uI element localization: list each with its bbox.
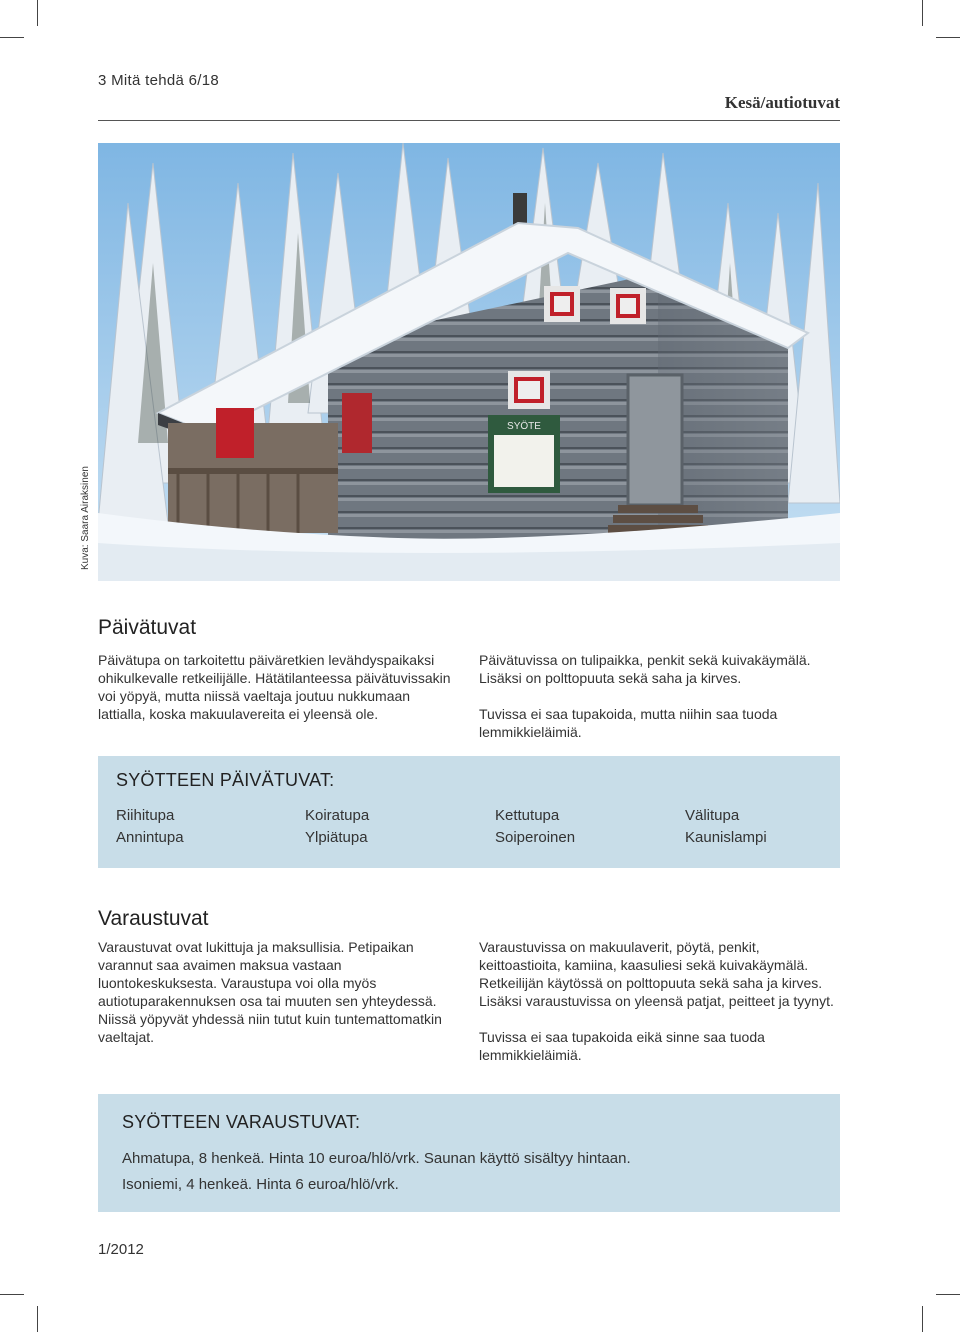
cabin-name: Soiperoinen: [495, 829, 576, 846]
cabin-name: Ylpiätupa: [305, 829, 368, 846]
paivatuvat-left-text: Päivätupa on tarkoitettu päiväretkien levähdyspaikaksi ohikulkevalle retkeilijälle. Hätätilanteessa päivätuvissakin voi yöpyä, mutta niissä vaeltaja joutuu nukkumaan lattialla, koska makuulavereita ei yleensä ole.: [98, 652, 451, 722]
paivatuvat-right-text-2: Tuvissa ei saa tupakoida, mutta niihin saa tuoda lemmikkieläimiä.: [479, 706, 778, 740]
cabin-name: Välitupa: [685, 807, 740, 824]
paivatuvat-box: [98, 756, 840, 868]
paivatuvat-box-title: SYÖTTEEN PÄIVÄTUVAT:: [116, 770, 335, 790]
varaustuvat-left-text: Varaustuvat ovat lukittuja ja maksullisia. Petipaikan varannut saa avaimen maksua vastaan luontokeskuksesta. Varaustupa voi olla myös autiotuparakennuksen osa tai muuten sen yhteydessä. Niissä yöpyvät yhdessä niin tutut kuin tuntemattomatkin vaeltajat.: [98, 939, 442, 1045]
header-divider: [98, 120, 840, 121]
cabin-name: Annintupa: [116, 829, 184, 846]
crop-mark: [936, 37, 960, 38]
paivatuvat-heading: Päivätuvat: [98, 616, 197, 639]
cabin-sign-text: SYÖTE: [507, 421, 541, 432]
crop-mark: [922, 1306, 923, 1332]
crop-mark: [0, 1294, 24, 1295]
crop-mark: [37, 0, 38, 26]
footer-date: 1/2012: [98, 1241, 144, 1258]
photo-credit: Kuva: Saara Airaksinen: [80, 466, 91, 570]
cabin-name: Riihitupa: [116, 807, 175, 824]
page-title: Kesä/autiotuvat: [724, 93, 840, 112]
varaustuvat-right-text-1: Varaustuvissa on makuulaverit, pöytä, penkit, keittoastioita, kamiina, kaasuliesi sekä kuivakäymälä. Retkeilijän käytössä on polttopuuta sekä saha ja kirves. Lisäksi varaustuvissa on yleensä patjat, peitteet ja tyynyt.: [479, 939, 834, 1009]
cabin-name: Kettutupa: [495, 807, 560, 824]
crop-mark: [0, 37, 24, 38]
varaustuvat-right-text-2: Tuvissa ei saa tupakoida eikä sinne saa tuoda lemmikkieläimiä.: [479, 1029, 765, 1063]
crop-mark: [922, 0, 923, 26]
booking-item: Isoniemi, 4 henkeä. Hinta 6 euroa/hlö/vrk.: [122, 1176, 399, 1193]
section-label: 3 Mitä tehdä 6/18: [98, 72, 220, 89]
cabin-photo: [98, 143, 840, 581]
booking-item: Ahmatupa, 8 henkeä. Hinta 10 euroa/hlö/vrk. Saunan käyttö sisältyy hintaan.: [122, 1150, 631, 1167]
cabin-name: Koiratupa: [305, 807, 370, 824]
crop-mark: [936, 1294, 960, 1295]
paivatuvat-right-text-1: Päivätuvissa on tulipaikka, penkit sekä kuivakäymälä. Lisäksi on polttopuuta sekä saha ja kirves.: [479, 652, 811, 686]
varaustuvat-heading: Varaustuvat: [98, 907, 209, 930]
varaustuvat-box-title: SYÖTTEEN VARAUSTUVAT:: [122, 1112, 361, 1132]
crop-mark: [37, 1306, 38, 1332]
cabin-name: Kaunislampi: [685, 829, 767, 846]
varaustuvat-box: [98, 1094, 840, 1212]
